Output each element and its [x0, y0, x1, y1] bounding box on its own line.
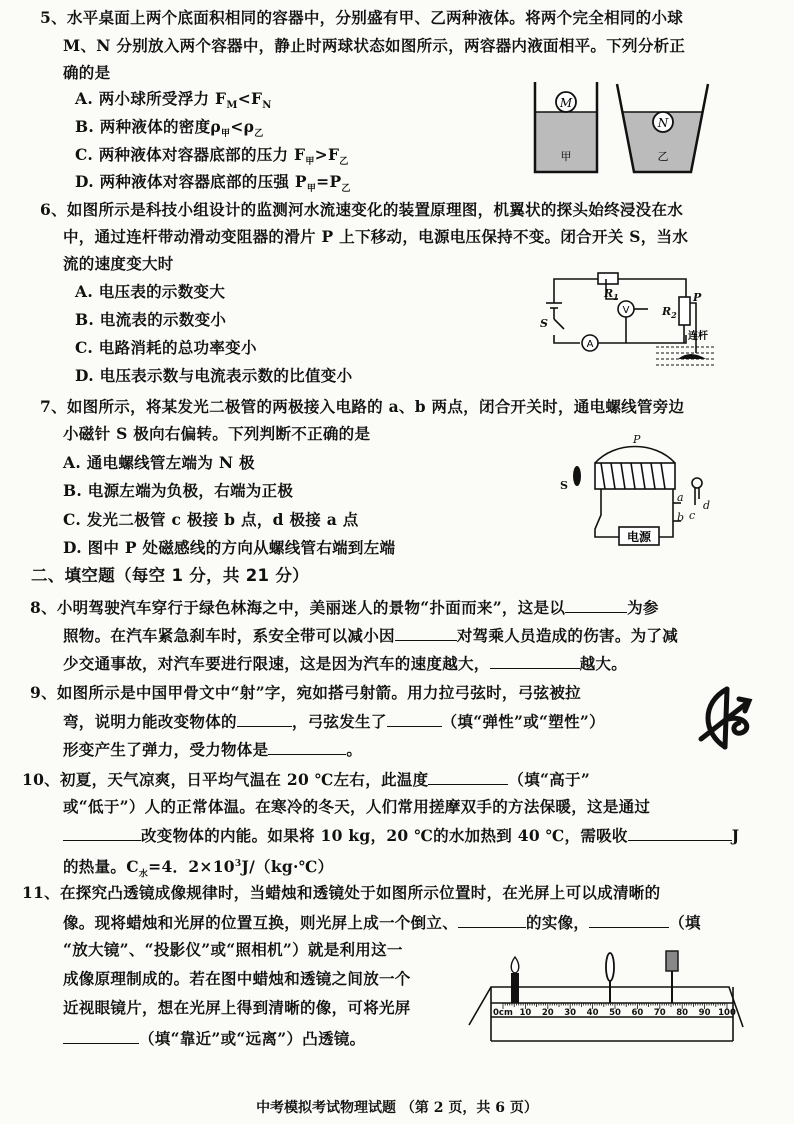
slider-p-label: P	[693, 291, 702, 304]
q11-optical-bench-figure	[465, 945, 747, 1045]
diode-d-label: d	[703, 499, 711, 512]
q9-line-2: 弯，说明力能改变物体的 ，弓弦发生了 （填“弹性”或“塑性”）	[63, 712, 605, 731]
diode-c-label: c	[689, 509, 696, 522]
q5-line-1: 5、水平桌面上两个底面积相同的容器中，分别盛有甲、乙两种液体。将两个完全相同的小球	[40, 8, 684, 27]
q6-option-d[interactable]: D. 电压表示数与电流表示数的比值变小	[75, 366, 353, 385]
needle-s-label: S	[560, 479, 568, 492]
ruler-label: 10	[519, 1008, 532, 1018]
ball-m-label: M	[559, 96, 573, 110]
switch-s-label: S	[540, 317, 548, 330]
ruler-label: 80	[676, 1008, 689, 1018]
q10-line-4: 的热量。$C_水=4$．$2\times 10^3J/(kg\cdot℃)$	[63, 857, 334, 880]
q11-line-4: 成像原理制成的。若在图中蜡烛和透镜之间放一个	[63, 969, 411, 988]
q5-containers-figure	[525, 78, 715, 176]
voltmeter-label: V	[622, 305, 630, 316]
q7-option-d[interactable]: D. 图中 P 处磁感线的方向从螺线管右端到左端	[63, 538, 396, 557]
ruler-label: 20	[541, 1008, 554, 1018]
q5-option-d[interactable]: D. 两种液体对容器底部的压强 $P_甲=P_乙$	[75, 172, 351, 195]
q8-blank-2[interactable]	[395, 625, 457, 641]
r2-label: $R_2$	[662, 305, 677, 320]
q8-line-2: 照物。在汽车紧急刹车时，系安全带可以减小因 对驾乘人员造成的伤害。为了减	[63, 626, 679, 645]
ruler-label: 30	[564, 1008, 577, 1018]
q6-line-2: 中，通过连杆带动滑动变阻器的滑片 P 上下移动，电源电压保持不变。闭合开关 S，当水	[63, 227, 689, 246]
q10-line-1: 10、初夏，天气凉爽，日平均气温在 20 ℃左右，此温度 （填“高于”	[22, 770, 591, 789]
q6-option-a[interactable]: A. 电压表的示数变大	[75, 282, 226, 301]
q7-option-b[interactable]: B. 电源左端为负极，右端为正极	[63, 481, 294, 500]
q9-blank-3[interactable]	[268, 739, 346, 755]
page-footer: 中考模拟考试物理试题 （第 2 页，共 6 页）	[256, 1100, 538, 1116]
q5-option-b[interactable]: B. 两种液体的密度$\rho_甲<\rho_乙$	[75, 117, 264, 140]
q10-line-3: 改变物体的内能。如果将 10 kg，20 ℃的水加热到 40 ℃，需吸收 J	[63, 825, 739, 846]
point-p-label: P	[633, 433, 641, 446]
q8-line-1: 8、小明驾驶汽车穿行于绿色林海之中，美丽迷人的景物“扑面而来”，这是以 为参	[30, 598, 659, 617]
q8-line-3: 少交通事故，对汽车要进行限速，这是因为汽车的速度越大， 越大。	[63, 654, 628, 673]
ruler-label: 100	[718, 1008, 736, 1018]
q11-blank-3[interactable]	[63, 1028, 139, 1044]
q5-line-3: 确的是	[63, 63, 111, 82]
q7-option-c[interactable]: C. 发光二极管 c 极接 b 点，d 极接 a 点	[63, 510, 359, 529]
ruler-label: 60	[631, 1008, 644, 1018]
q7-line-1: 7、如图所示，将某发光二极管的两极接入电路的 a、b 两点，闭合开关时，通电螺线管旁边	[40, 397, 685, 416]
power-source-label: 电源	[626, 530, 652, 544]
section-2-heading: 二、填空题（每空 1 分，共 21 分）	[31, 566, 309, 585]
q5-option-a[interactable]: A. 两小球所受浮力 $F_M<F_N$	[75, 89, 272, 112]
q9-oracle-bone-character-figure	[695, 683, 765, 753]
q6-line-3: 流的速度变大时	[63, 254, 174, 273]
q10-line-2: 或“低于”）人的正常体温。在寒冷的冬天，人们常用搓摩双手的方法保暖，这是通过	[63, 797, 651, 816]
q5-line-2: M、N 分别放入两个容器中，静止时两球状态如图所示，两容器内液面相平。下列分析正	[63, 36, 686, 55]
q10-blank-1[interactable]	[428, 769, 508, 785]
terminal-a-label: a	[677, 491, 684, 504]
q9-line-3: 形变产生了弹力，受力物体是 。	[63, 740, 363, 759]
container-yi-label: 乙	[657, 150, 669, 163]
rod-label: 连杆	[688, 331, 708, 342]
q10-blank-2[interactable]	[63, 825, 141, 841]
ball-n-label: N	[657, 116, 669, 130]
container-jia-label: 甲	[560, 150, 572, 163]
q9-line-1: 9、如图所示是中国甲骨文中“射”字，宛如搭弓射箭。用力拉弓弦时，弓弦被拉	[30, 683, 581, 702]
q11-line-2: 像。现将蜡烛和光屏的位置互换，则光屏上成一个倒立、 的实像， （填	[63, 913, 701, 932]
q8-blank-1[interactable]	[565, 597, 627, 613]
q7-line-2: 小磁针 S 极向右偏转。下列判断不正确的是	[63, 424, 371, 443]
ruler-label: 90	[698, 1008, 711, 1018]
ammeter-label: A	[586, 339, 594, 350]
r1-label: $R_1$	[604, 287, 619, 302]
q10-blank-3[interactable]	[628, 825, 732, 841]
q9-blank-1[interactable]	[237, 711, 292, 727]
q9-blank-2[interactable]	[387, 711, 442, 727]
terminal-b-label: b	[677, 511, 685, 524]
q11-line-3: “放大镜”、“投影仪”或“照相机”）就是利用这一	[63, 940, 403, 959]
ruler-label: 70	[653, 1008, 666, 1018]
ruler-label: 40	[586, 1008, 599, 1018]
q5-option-c[interactable]: C. 两种液体对容器底部的压力 $F_甲>F_乙$	[75, 145, 349, 168]
q6-line-1: 6、如图所示是科技小组设计的监测河水流速变化的装置原理图，机翼状的探头始终浸没在水	[40, 200, 684, 219]
q6-circuit-figure	[538, 267, 718, 373]
ruler-label: 50	[609, 1008, 621, 1018]
q11-line-6: （填“靠近”或“远离”）凸透镜。	[63, 1028, 365, 1049]
q11-blank-2[interactable]	[589, 912, 669, 928]
q7-solenoid-figure	[555, 433, 715, 551]
q6-option-c[interactable]: C. 电路消耗的总功率变小	[75, 338, 257, 357]
q11-blank-1[interactable]	[458, 912, 526, 928]
ruler-label: 0cm	[493, 1008, 513, 1018]
q11-line-5: 近视眼镜片，想在光屏上得到清晰的像，可将光屏	[63, 998, 411, 1017]
q11-line-1: 11、在探究凸透镜成像规律时，当蜡烛和透镜处于如图所示位置时，在光屏上可以成清晰的	[22, 883, 661, 902]
q7-option-a[interactable]: A. 通电螺线管左端为 N 极	[63, 453, 255, 472]
q8-blank-3[interactable]	[490, 653, 580, 669]
q6-option-b[interactable]: B. 电流表的示数变小	[75, 310, 227, 329]
